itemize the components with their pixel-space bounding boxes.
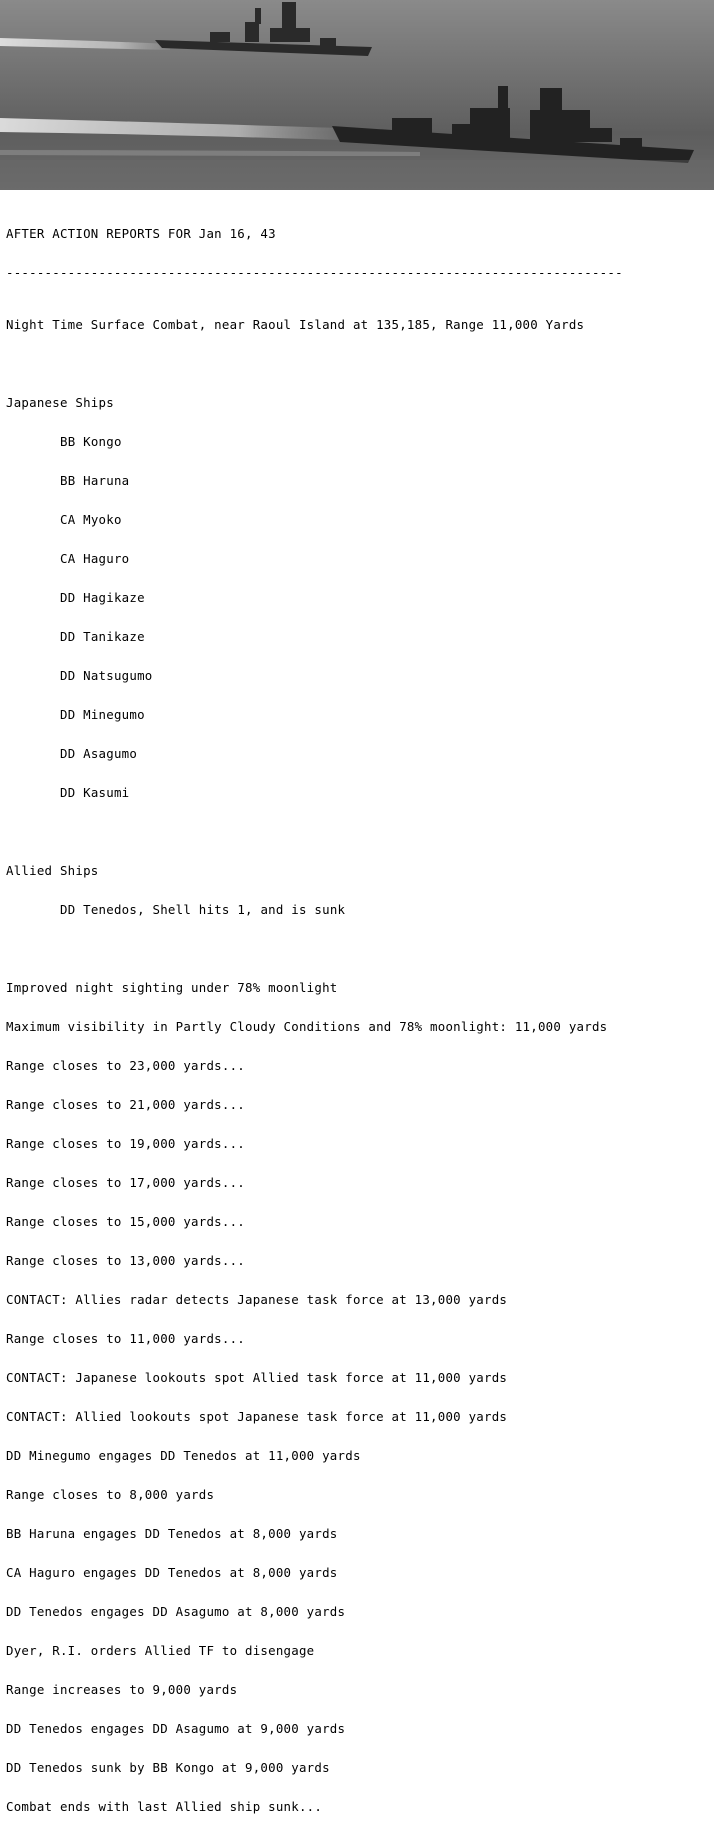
log-line: Range increases to 9,000 yards — [6, 1682, 238, 1697]
after-action-report — [6, 201, 712, 1826]
log-line: Combat ends with last Allied ship sunk... — [6, 1799, 323, 1814]
japanese-ship: CA Haguro — [60, 551, 130, 566]
japanese-ships-heading: Japanese Ships — [6, 395, 114, 410]
japanese-ship: BB Haruna — [60, 473, 130, 488]
log-line: Range closes to 17,000 yards... — [6, 1175, 246, 1190]
log-line: DD Tenedos sunk by BB Kongo at 9,000 yards — [6, 1760, 330, 1775]
battleship-photo-banner — [0, 0, 714, 190]
separator-line: -------------------------------------------------------------------------------- — [6, 265, 623, 280]
japanese-ship: DD Hagikaze — [60, 590, 145, 605]
japanese-ship: DD Kasumi — [60, 785, 130, 800]
log-line: Maximum visibility in Partly Cloudy Conditions and 78% moonlight: 11,000 yards — [6, 1019, 608, 1034]
log-line: CONTACT: Japanese lookouts spot Allied task force at 11,000 yards — [6, 1370, 508, 1385]
japanese-ship: CA Myoko — [60, 512, 122, 527]
log-line: BB Haruna engages DD Tenedos at 8,000 yards — [6, 1526, 338, 1541]
japanese-ship: BB Kongo — [60, 434, 122, 449]
log-line: Improved night sighting under 78% moonlight — [6, 980, 338, 995]
japanese-ship: DD Minegumo — [60, 707, 145, 722]
log-line: Range closes to 21,000 yards... — [6, 1097, 246, 1112]
log-line: DD Tenedos engages DD Asagumo at 8,000 yards — [6, 1604, 346, 1619]
log-line: Range closes to 11,000 yards... — [6, 1331, 246, 1346]
log-line: Range closes to 13,000 yards... — [6, 1253, 246, 1268]
log-line: Range closes to 23,000 yards... — [6, 1058, 246, 1073]
log-line: CONTACT: Allied lookouts spot Japanese task force at 11,000 yards — [6, 1409, 508, 1424]
report-title: AFTER ACTION REPORTS FOR Jan 16, 43 — [6, 226, 276, 241]
japanese-ship: DD Asagumo — [60, 746, 138, 761]
log-line: DD Minegumo engages DD Tenedos at 11,000 yards — [6, 1448, 361, 1463]
log-line: Range closes to 15,000 yards... — [6, 1214, 246, 1229]
allied-ships-heading: Allied Ships — [6, 863, 99, 878]
allied-ship: DD Tenedos, Shell hits 1, and is sunk — [60, 902, 346, 917]
japanese-ship: DD Tanikaze — [60, 629, 145, 644]
log-line: CA Haguro engages DD Tenedos at 8,000 yards — [6, 1565, 338, 1580]
log-line: DD Tenedos engages DD Asagumo at 9,000 yards — [6, 1721, 346, 1736]
log-line: Dyer, R.I. orders Allied TF to disengage — [6, 1643, 315, 1658]
combat-header: Night Time Surface Combat, near Raoul Island at 135,185, Range 11,000 Yards — [6, 317, 585, 332]
log-line: Range closes to 8,000 yards — [6, 1487, 215, 1502]
japanese-ship: DD Natsugumo — [60, 668, 153, 683]
log-line: CONTACT: Allies radar detects Japanese task force at 13,000 yards — [6, 1292, 508, 1307]
log-line: Range closes to 19,000 yards... — [6, 1136, 246, 1151]
